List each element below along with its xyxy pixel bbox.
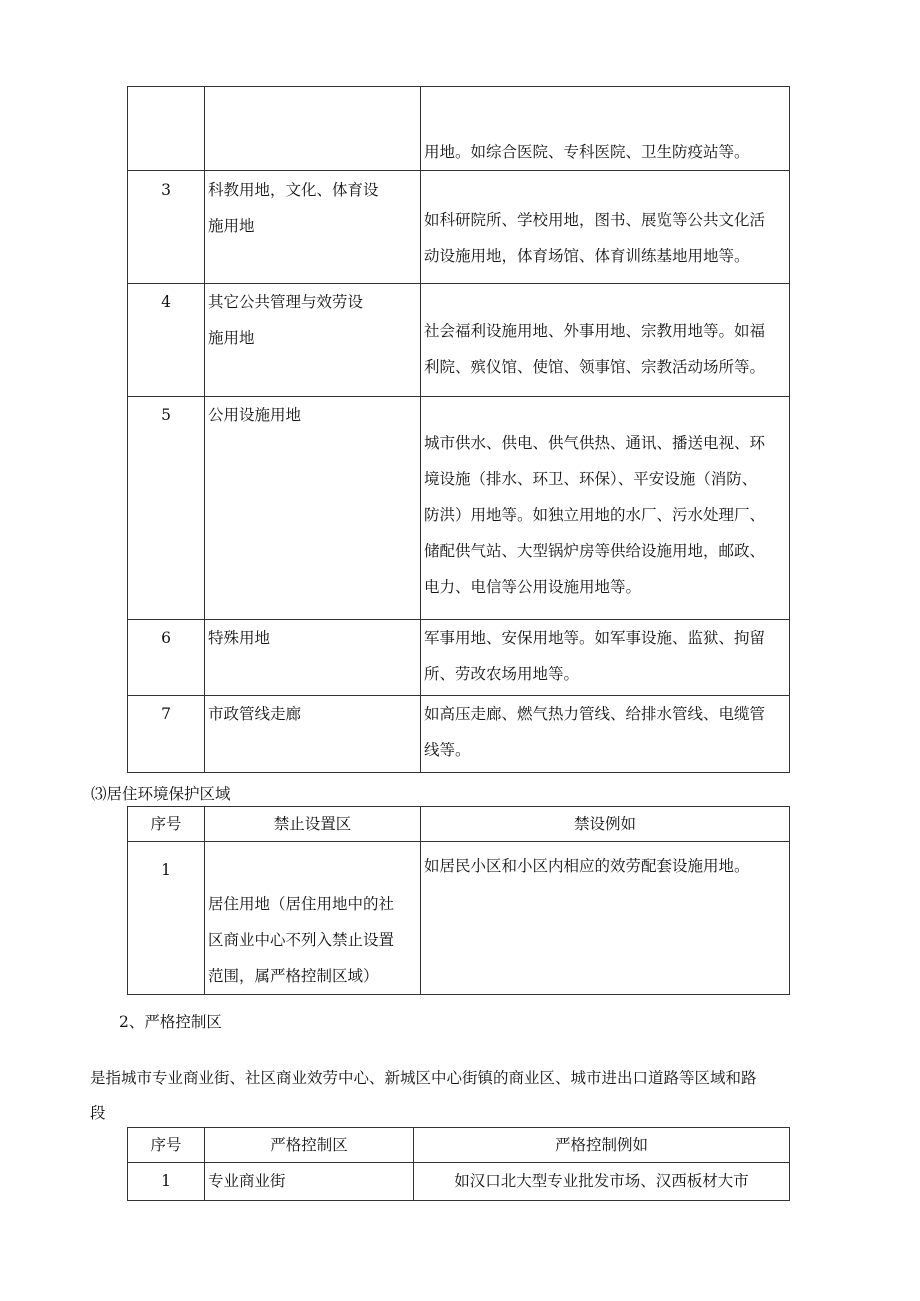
row-number: 3 xyxy=(128,171,205,284)
section-heading: 2、严格控制区 xyxy=(119,1013,222,1031)
column-header: 序号 xyxy=(128,807,205,842)
row-number: 4 xyxy=(128,284,205,397)
row-category: 特殊用地 xyxy=(205,620,421,696)
section-description: 段 xyxy=(90,1104,106,1122)
row-category: 科教用地，文化、体育设 施用地 xyxy=(205,171,421,284)
row-examples: 用地。如综合医院、专科医院、卫生防疫站等。 xyxy=(421,87,790,171)
row-category: 专业商业街 xyxy=(205,1163,414,1201)
row-category: 其它公共管理与效劳设 施用地 xyxy=(205,284,421,397)
land-use-table xyxy=(127,86,790,773)
table-row xyxy=(128,620,790,696)
row-number: 1 xyxy=(128,1163,205,1201)
row-examples: 社会福利设施用地、外事用地、宗教用地等。如福 利院、殡仪馆、使馆、领事馆、宗教活动场所等。 xyxy=(421,284,790,397)
row-examples: 军事用地、安保用地等。如军事设施、监狱、拘留 所、劳改农场用地等。 xyxy=(421,620,790,696)
column-header: 禁止设置区 xyxy=(205,807,421,842)
table-row xyxy=(128,171,790,284)
table-row xyxy=(128,696,790,773)
row-category: 居住用地（居住用地中的社 区商业中心不列入禁止设置 范围，属严格控制区域） xyxy=(205,842,421,995)
row-examples: 如高压走廊、燃气热力管线、给排水管线、电缆管 线等。 xyxy=(421,696,790,773)
section-description: 是指城市专业商业街、社区商业效劳中心、新城区中心街镇的商业区、城市进出口道路等区域和路 xyxy=(90,1069,757,1087)
row-examples: 如居民小区和小区内相应的效劳配套设施用地。 xyxy=(421,842,790,995)
column-header: 严格控制例如 xyxy=(414,1128,790,1163)
row-category: 市政管线走廊 xyxy=(205,696,421,773)
table-row xyxy=(128,842,790,995)
section-heading: ⑶居住环境保护区域 xyxy=(91,785,231,803)
column-header: 严格控制区 xyxy=(205,1128,414,1163)
row-examples: 如汉口北大型专业批发市场、汉西板材大市 xyxy=(414,1163,790,1201)
strict-control-table xyxy=(127,1127,790,1201)
row-number: 7 xyxy=(128,696,205,773)
table-row xyxy=(128,284,790,397)
row-category: 公用设施用地 xyxy=(205,397,421,620)
row-number: 1 xyxy=(128,842,205,995)
column-header: 禁设例如 xyxy=(421,807,790,842)
row-number: 5 xyxy=(128,397,205,620)
residential-table xyxy=(127,806,790,995)
row-examples: 城市供水、供电、供气供热、通讯、播送电视、环 境设施（排水、环卫、环保）、平安设施（消防、 防洪）用地等。如独立用地的水厂、污水处理厂、 储配供气站、大型锅炉房等供给设施用地，邮政、 电力、电信等公用设施用地等。 xyxy=(421,397,790,620)
row-category xyxy=(205,87,421,171)
table-row xyxy=(128,1163,790,1201)
table-header-row xyxy=(128,1128,790,1163)
row-examples: 如科研院所、学校用地，图书、展览等公共文化活 动设施用地，体育场馆、体育训练基地用地等。 xyxy=(421,171,790,284)
table-row xyxy=(128,397,790,620)
row-number: 6 xyxy=(128,620,205,696)
table-row xyxy=(128,87,790,171)
column-header: 序号 xyxy=(128,1128,205,1163)
table-header-row xyxy=(128,807,790,842)
row-number xyxy=(128,87,205,171)
